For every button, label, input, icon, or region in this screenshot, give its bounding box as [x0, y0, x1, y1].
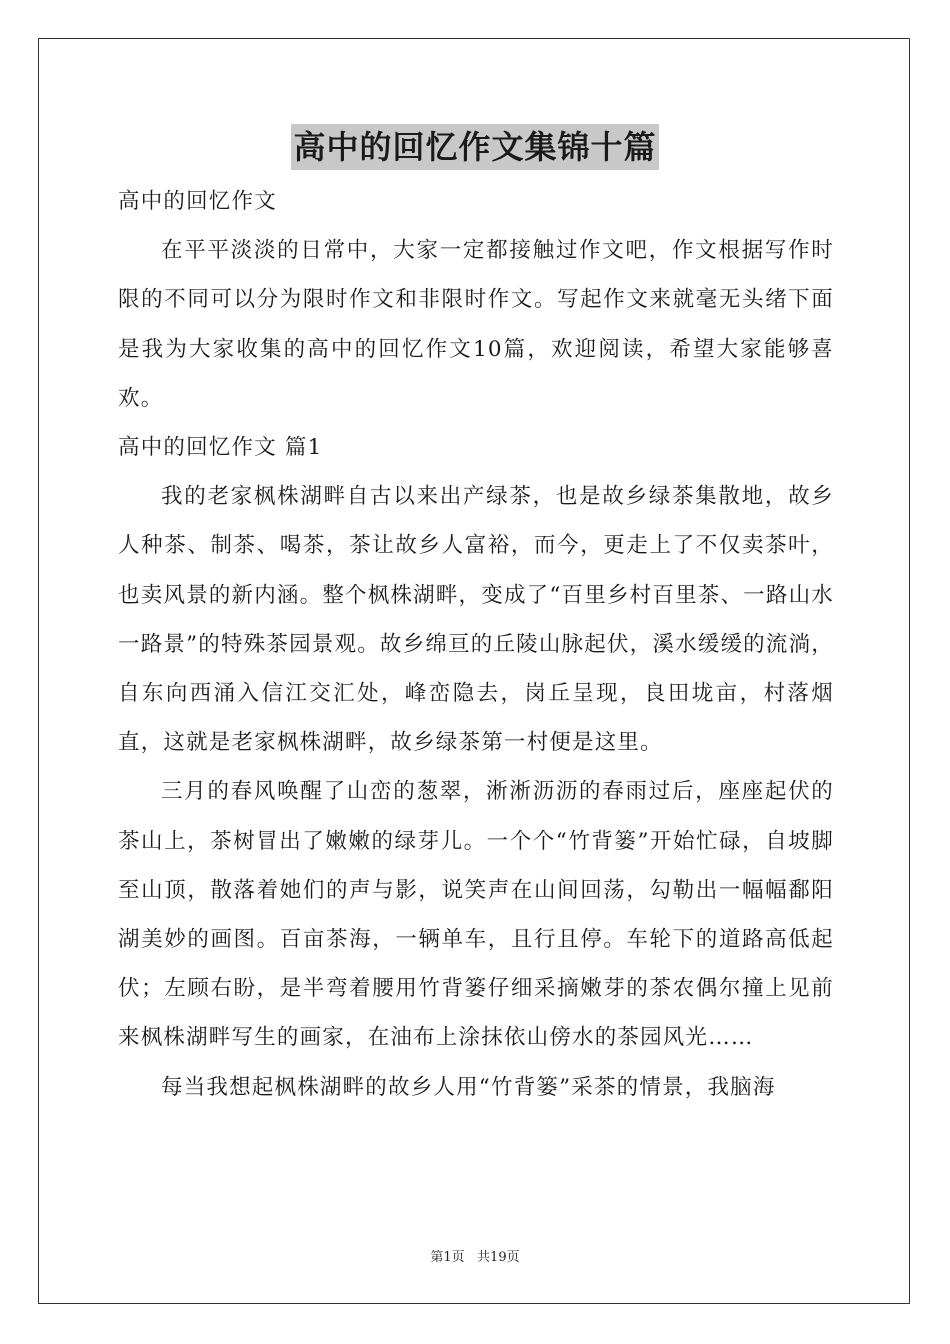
body-paragraph-1: 我的老家枫株湖畔自古以来出产绿茶，也是故乡绿茶集散地，故乡人种茶、制茶、喝茶，茶让故乡人富裕，而今，更走上了不仅卖茶叶，也卖风景的新内涵。整个枫株湖畔，变成了“百里乡村百里茶、一路山水一路景”的特殊茶园景观。故乡绵亘的丘陵山脉起伏，溪水缓缓的流淌，自东向西涌入信江交汇处，峰峦隐去，岗丘呈现，良田垅亩，村落烟直，这就是老家枫株湖畔，故乡绿茶第一村便是这里。	[118, 484, 834, 756]
title-container	[0, 124, 950, 170]
section-heading: 高中的回忆作文	[118, 189, 277, 214]
document-title: 高中的回忆作文集锦十篇	[291, 124, 658, 170]
intro-paragraph: 在平平淡淡的日常中，大家一定都接触过作文吧，作文根据写作时限的不同可以分为限时作文和非限时作文。写起作文来就毫无头绪下面是我为大家收集的高中的回忆作文10篇，欢迎阅读，希望大家能够喜欢。	[118, 238, 834, 411]
body-paragraph-2: 三月的春风唤醒了山峦的葱翠，淅淅沥沥的春雨过后，座座起伏的茶山上，茶树冒出了嫩嫩的绿芽儿。一个个“竹背篓”开始忙碌，自坡脚至山顶，散落着她们的声与影，说笑声在山间回荡，勾勒出一幅幅鄱阳湖美妙的画图。百亩茶海，一辆单车，且行且停。车轮下的道路高低起伏；左顾右盼，是半弯着腰用竹背篓仔细采摘嫩芽的茶农偶尔撞上见前来枫株湖畔写生的画家，在油布上涂抹依山傍水的茶园风光……	[118, 779, 834, 1051]
document-body	[118, 177, 834, 1112]
page-footer: 第1页 共19页	[430, 1250, 520, 1265]
article-heading: 高中的回忆作文 篇1	[118, 435, 323, 461]
body-paragraph-3: 每当我想起枫株湖畔的故乡人用“竹背篓”采茶的情景，我脑海	[161, 1074, 776, 1100]
